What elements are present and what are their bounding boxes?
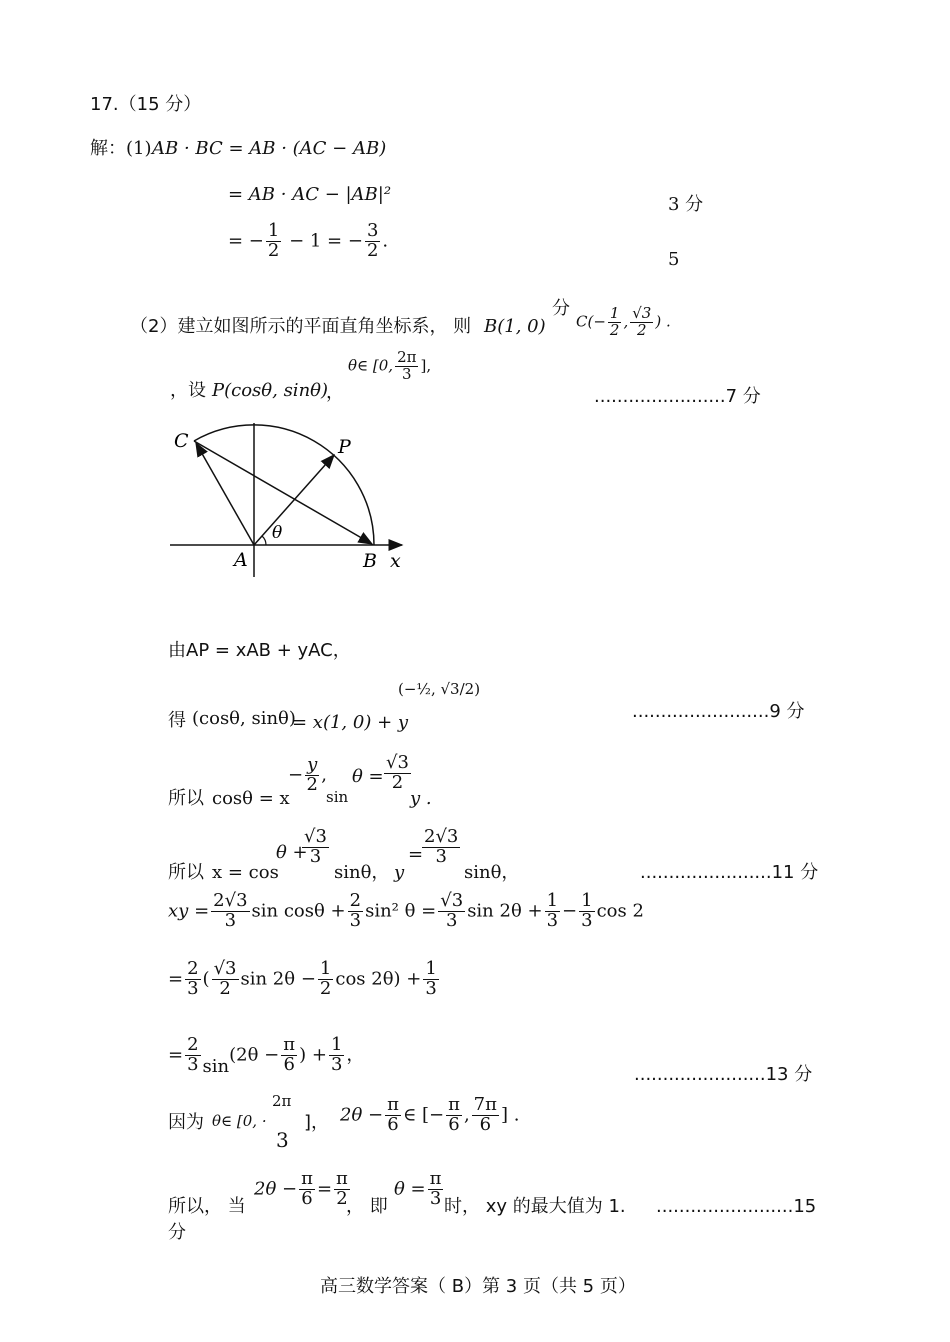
suoyi2-frac1: $\frac{√3}{3}$ [304, 826, 327, 867]
coordinate-figure [160, 415, 420, 585]
score-15: ........................15 [656, 1196, 817, 1217]
suoyi2-sinb: sinθ， [464, 862, 520, 883]
final-expr: 2θ − $\frac{\pi}{6}$ = $\frac{\pi}{2}$ [254, 1168, 348, 1209]
theta-range: θ∈ [0, $\frac{2\pi}{3}$ ], [348, 348, 432, 383]
vector-ap [254, 455, 334, 545]
de-vec: (−½, √3/2) [398, 680, 481, 698]
suoyi1-sin: sin [326, 788, 349, 806]
eq2-line: = $\frac{2}{3}$ ( $\frac{√3}{2}$ sin 2θ − $\frac{1}{2}$ cos 2θ) + $\frac{1}{3}$ [168, 958, 437, 999]
page-footer: 高三数学答案（ B）第 3 页（共 5 页） [320, 1276, 636, 1297]
score-5-unit: 分 [552, 298, 570, 319]
suoyi1-theta: θ = [352, 766, 384, 787]
score-5: 5 [668, 249, 680, 270]
problem-header: 17.（15 分） [90, 94, 202, 115]
suoyi1-end: y . [410, 788, 432, 809]
de-left: (cosθ, sinθ) [192, 708, 296, 729]
suoyi1-rt3-frac: $\frac{√3}{2}$ [386, 752, 409, 793]
set-p: P(cosθ, sinθ) [212, 380, 329, 401]
de-prefix: 得 [168, 710, 186, 731]
suoyi1-cos: cosθ = x [212, 788, 290, 809]
label-b: B [363, 550, 377, 572]
final-prefix: 所以， 当 [168, 1196, 246, 1217]
suoyi1-frac: − $\frac{y}{2}$ , [288, 754, 327, 795]
suoyi1-prefix: 所以 [168, 788, 204, 809]
part1-label: (1) [126, 138, 152, 159]
suoyi2-frac2: $\frac{2√3}{3}$ [424, 826, 459, 867]
final-theta: θ = $\frac{\pi}{3}$ [394, 1168, 442, 1209]
suoyi2-sin: sinθ， [334, 862, 390, 883]
xy-line: xy = $\frac{2√3}{3}$ sin cosθ + $\frac{2}{3}$ sin² θ = $\frac{√3}{3}$ sin 2θ + $\frac{1}{3}$ − $\frac{1}{3}$ cos 2 [168, 890, 644, 931]
suoyi2-y: y [394, 862, 405, 883]
score-15-unit: 分 [168, 1222, 186, 1243]
yinwei-theta: θ∈ [0, · [212, 1112, 267, 1130]
part1-line3: = − $\frac{1}{2}$ − 1 = − $\frac{3}{2}$ . [228, 220, 389, 261]
final-result: 时， xy 的最大值为 1. [444, 1196, 626, 1217]
label-a: A [234, 549, 248, 571]
label-c: C [174, 430, 189, 452]
final-ji: ， 即 [346, 1196, 388, 1217]
de-mid: = x(1, 0) + y [292, 712, 409, 733]
score-9: ........................9 分 [632, 701, 805, 722]
eq3-line: = $\frac{2}{3}$ sin(2θ − $\frac{\pi}{6}$ ) + $\frac{1}{3}$ ， [168, 1034, 365, 1078]
yinwei-2pi: 2π [272, 1092, 292, 1110]
yinwei-expr: 2θ − $\frac{\pi}{6}$ ∈ [− $\frac{\pi}{6}$ , $\frac{7\pi}{6}$ ] . [340, 1094, 520, 1135]
line-ap: 由AP = xAB + yAC， [168, 640, 351, 661]
label-theta: θ [272, 523, 283, 543]
suoyi2-x: x = cos [212, 862, 279, 883]
part1-line1: AB · BC = AB · (AC − AB) [152, 138, 387, 159]
label-x: x [390, 550, 401, 572]
part1-line2: = AB · AC − |AB|² [228, 184, 392, 205]
solution-label: 解： [90, 138, 126, 159]
point-c: C(− $\frac{1}{2}$ , $\frac{√3}{2}$ ) . [576, 304, 671, 339]
yinwei-close: ]， [304, 1112, 330, 1133]
suoyi2-prefix: 所以 [168, 862, 204, 883]
score-3: 3 分 [668, 194, 704, 215]
theta-arc [262, 536, 266, 545]
suoyi2-eq: = [408, 844, 424, 865]
yinwei-3: 3 [276, 1128, 289, 1152]
set-p-prefix: ，设 [170, 380, 206, 401]
score-13: .......................13 分 [634, 1064, 813, 1085]
set-p-comma: ， [326, 382, 344, 403]
suoyi2-theta: θ + [276, 842, 308, 863]
label-p: P [338, 436, 351, 458]
part2-intro: （2）建立如图所示的平面直角坐标系， 则 [130, 316, 472, 337]
point-b: B(1, 0) [484, 316, 546, 337]
yinwei-prefix: 因为 [168, 1112, 204, 1133]
score-7: .......................7 分 [594, 386, 761, 407]
score-11: .......................11 分 [640, 862, 819, 883]
